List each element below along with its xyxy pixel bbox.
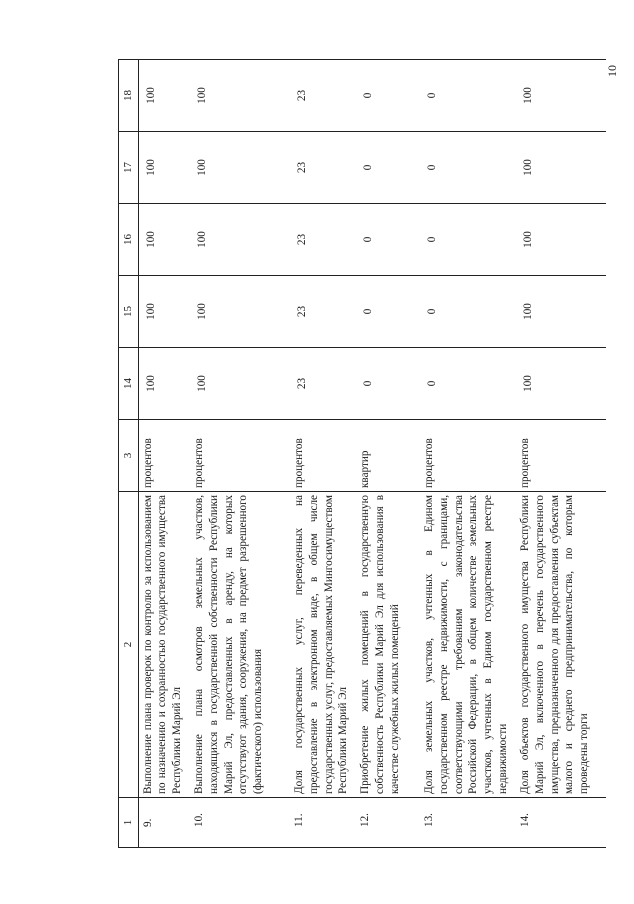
value-cell: 100 — [190, 276, 290, 348]
value-cell: 100 — [190, 348, 290, 420]
value-cell: 100 — [138, 348, 190, 420]
indicator-description: Доля земельных участков, учтенных в Едином государственном реестре недвижимости, с границами, соответствующими требованиям законодательства Российской Федерации, в общем количестве земельных участков, учтенных в Едином государственном реестре недвижимости — [420, 492, 516, 798]
table-row — [516, 60, 606, 848]
value-cell: 0 — [420, 204, 516, 276]
value-cell: 0 — [356, 348, 420, 420]
header-cell: 18 — [119, 60, 139, 132]
row-number: 9. — [138, 798, 190, 848]
unit-cell: процентов — [190, 420, 290, 492]
table-row — [190, 60, 290, 848]
value-cell: 100 — [190, 132, 290, 204]
header-cell: 1 — [119, 798, 139, 848]
value-cell: 0 — [420, 60, 516, 132]
value-cell: 100 — [138, 132, 190, 204]
page-number: 10 — [605, 65, 619, 77]
value-cell: 100 — [516, 60, 606, 132]
indicator-description: Выполнение плана осмотров земельных участков, находящихся в государственной собственности Республики Марий Эл, предоставленных в аренду, на которых отсутствуют здания, сооружения, на предмет разрешенного (фактического) использования — [190, 492, 290, 798]
value-cell: 23 — [290, 204, 356, 276]
value-cell: 23 — [290, 60, 356, 132]
table-row — [356, 60, 420, 848]
value-cell: 100 — [516, 348, 606, 420]
value-cell: 0 — [356, 132, 420, 204]
value-cell: 0 — [356, 60, 420, 132]
rotated-page — [118, 60, 620, 848]
value-cell: 100 — [138, 276, 190, 348]
value-cell: 100 — [190, 60, 290, 132]
indicator-description: Выполнение плана проверок по контролю за использованием по назначению и сохранностью государственного имущества Республики Марий Эл — [138, 492, 190, 798]
unit-cell: квартир — [356, 420, 420, 492]
row-number: 12. — [356, 798, 420, 848]
unit-cell: процентов — [516, 420, 606, 492]
row-number: 11. — [290, 798, 356, 848]
indicator-description: Доля объектов государственного имущества Республики Марий Эл, включенного в перечень государственного имущества, предназначенного для предоставления субъектам малого и среднего предпринимательства, по которым проведены торги — [516, 492, 606, 798]
indicator-description: Приобретение жилых помещений в государственную собственность Республики Марий Эл для использования в качестве служебных жилых помещений — [356, 492, 420, 798]
header-cell: 14 — [119, 348, 139, 420]
value-cell: 0 — [420, 348, 516, 420]
row-number: 10. — [190, 798, 290, 848]
value-cell: 0 — [356, 276, 420, 348]
row-number: 14. — [516, 798, 606, 848]
row-number: 13. — [420, 798, 516, 848]
table-header-row — [119, 60, 139, 848]
indicator-description: Доля государственных услуг, переведенных на предоставление в электронном виде, в общем числе государственных услуг, предоставляемых Мингосимуществом Республики Марий Эл — [290, 492, 356, 798]
value-cell: 23 — [290, 132, 356, 204]
value-cell: 0 — [420, 276, 516, 348]
value-cell: 100 — [516, 276, 606, 348]
unit-cell: процентов — [290, 420, 356, 492]
header-cell: 16 — [119, 204, 139, 276]
unit-cell: процентов — [420, 420, 516, 492]
header-cell: 3 — [119, 420, 139, 492]
value-cell: 23 — [290, 348, 356, 420]
value-cell: 100 — [516, 132, 606, 204]
value-cell: 23 — [290, 276, 356, 348]
value-cell: 100 — [190, 204, 290, 276]
value-cell: 100 — [516, 204, 606, 276]
value-cell: 100 — [138, 60, 190, 132]
table-row — [290, 60, 356, 848]
unit-cell: процентов — [138, 420, 190, 492]
value-cell: 0 — [420, 132, 516, 204]
value-cell: 100 — [138, 204, 190, 276]
value-cell: 0 — [356, 204, 420, 276]
header-cell: 17 — [119, 132, 139, 204]
header-cell: 15 — [119, 276, 139, 348]
indicators-table — [118, 59, 606, 848]
header-cell: 2 — [119, 492, 139, 798]
table-row — [138, 60, 190, 848]
table-row — [420, 60, 516, 848]
